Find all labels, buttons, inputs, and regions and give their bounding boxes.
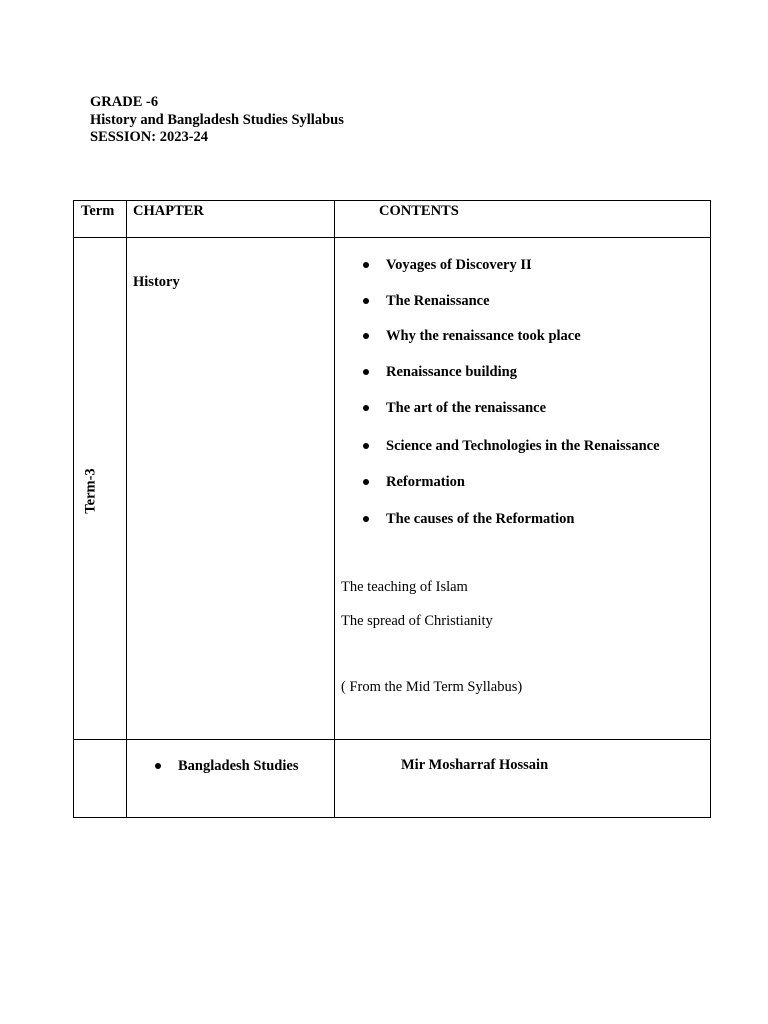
bullet-icon: [363, 516, 369, 522]
bullet-icon: [363, 333, 369, 339]
bullet-icon: [363, 443, 369, 449]
column-divider-term: [126, 201, 127, 817]
subject-title: History and Bangladesh Studies Syllabus: [90, 111, 344, 128]
grade-line: GRADE -6: [90, 94, 159, 110]
row-divider-header: [74, 237, 710, 238]
chapter-history: History: [133, 274, 180, 290]
bullet-icon: [363, 262, 369, 268]
bullet-icon: [363, 298, 369, 304]
header-term: Term: [81, 203, 115, 219]
column-divider-chapter: [334, 201, 335, 817]
content-line-christianity: The spread of Christianity: [341, 613, 493, 629]
mid-term-note: ( From the Mid Term Syllabus): [341, 679, 523, 695]
header-chapter: CHAPTER: [133, 203, 204, 219]
row-divider-history: [74, 739, 710, 740]
session-line: SESSION: 2023-24: [90, 129, 209, 145]
bullet-icon: [363, 479, 369, 485]
header-contents: CONTENTS: [379, 203, 459, 219]
bullet-icon: [363, 405, 369, 411]
syllabus-table: Term CHAPTER CONTENTS Term-3 History Voyages of Discovery II The Renaissance Why the renaissance took place Renaissance building The art of the renaissance Science and Technologies in the Renaissance Reformation The causes of the Reformation The teaching of Islam The spread of Christianity ( From the Mid Term Syllabus) Bangladesh Studies Mir Mosharraf Hossain: [73, 200, 711, 818]
document-header: [90, 94, 344, 147]
content-line-islam: The teaching of Islam: [341, 579, 468, 595]
term-label: Term-3: [82, 468, 99, 514]
bullet-icon: [155, 763, 161, 769]
content-bangladesh-studies: Mir Mosharraf Hossain: [401, 757, 549, 773]
contents-bullet-list: Voyages of Discovery II The Renaissance Why the renaissance took place Renaissance building The art of the renaissance Science and Technologies in the Renaissance Reformation The causes of the Reformation: [363, 257, 703, 557]
bullet-icon: [363, 369, 369, 375]
